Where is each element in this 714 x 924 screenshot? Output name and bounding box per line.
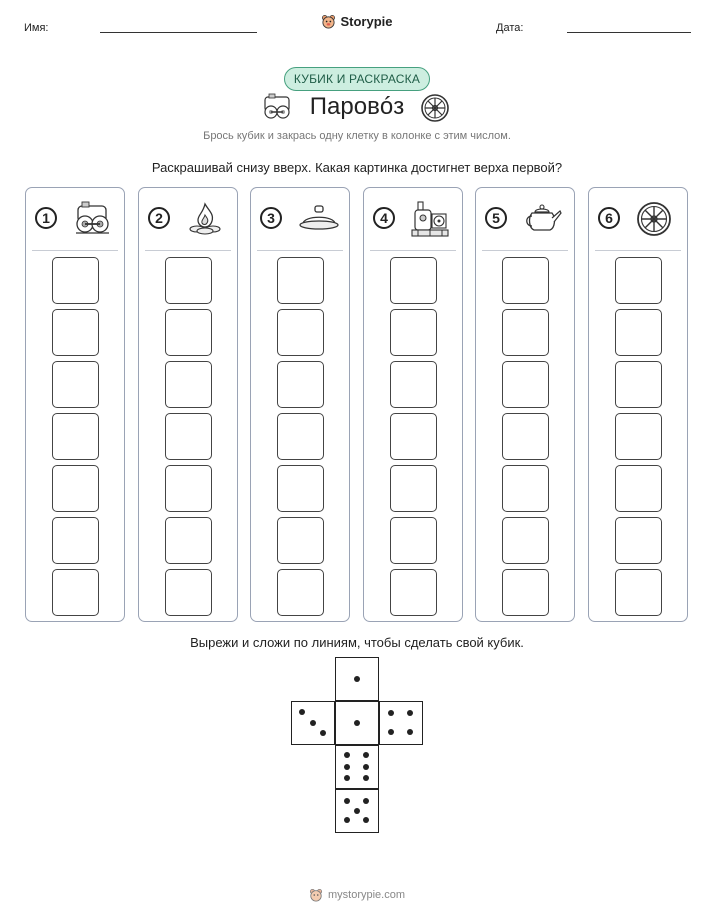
coloring-cell[interactable] bbox=[390, 257, 437, 304]
column-divider bbox=[145, 250, 231, 251]
coloring-cell[interactable] bbox=[502, 569, 549, 616]
coloring-cell[interactable] bbox=[615, 569, 662, 616]
storypie-mascot-icon bbox=[309, 888, 323, 902]
column-divider bbox=[32, 250, 118, 251]
footer-url[interactable]: mystorypie.com bbox=[327, 889, 406, 901]
column-header bbox=[364, 188, 462, 250]
column-5 bbox=[475, 187, 575, 622]
coloring-cell[interactable] bbox=[615, 309, 662, 356]
cut-instruction: Вырежи и сложи по линиям, чтобы сделать свой кубик. bbox=[190, 635, 524, 650]
die-pip bbox=[363, 798, 369, 804]
die-number-badge: 1 bbox=[35, 207, 57, 229]
wheel-icon bbox=[420, 93, 450, 123]
die-pip bbox=[388, 710, 394, 716]
die-face-4 bbox=[379, 701, 423, 745]
die-face-3 bbox=[291, 701, 335, 745]
die-pip bbox=[310, 720, 316, 726]
die-pip bbox=[344, 752, 350, 758]
die-pip bbox=[344, 764, 350, 770]
coloring-cell[interactable] bbox=[615, 517, 662, 564]
coloring-cell[interactable] bbox=[277, 465, 324, 512]
coloring-cell[interactable] bbox=[52, 569, 99, 616]
die-face-1 bbox=[335, 657, 379, 701]
coloring-cell[interactable] bbox=[390, 569, 437, 616]
die-pip bbox=[354, 676, 360, 682]
coloring-cell[interactable] bbox=[277, 569, 324, 616]
campfire-icon bbox=[185, 200, 225, 241]
column-header bbox=[139, 188, 237, 250]
coloring-cell[interactable] bbox=[502, 465, 549, 512]
brand-logo bbox=[0, 14, 714, 29]
die-number-badge: 5 bbox=[485, 207, 507, 229]
column-header bbox=[476, 188, 574, 250]
coloring-cell[interactable] bbox=[615, 413, 662, 460]
coloring-cell[interactable] bbox=[52, 413, 99, 460]
coloring-cell[interactable] bbox=[165, 361, 212, 408]
coloring-cell[interactable] bbox=[277, 257, 324, 304]
die-pip bbox=[363, 752, 369, 758]
coloring-cell[interactable] bbox=[277, 413, 324, 460]
steam-engine-icon bbox=[410, 200, 450, 245]
die-face-1 bbox=[335, 701, 379, 745]
die-pip bbox=[354, 720, 360, 726]
die-pip bbox=[407, 729, 413, 735]
column-divider bbox=[370, 250, 456, 251]
die-pip bbox=[344, 817, 350, 823]
coloring-cell[interactable] bbox=[52, 257, 99, 304]
activity-badge: КУБИК И РАСКРАСКА bbox=[284, 67, 430, 91]
instruction: Раскрашивай снизу вверх. Какая картинка достигнет верха первой? bbox=[151, 160, 563, 175]
die-pip bbox=[320, 730, 326, 736]
column-divider bbox=[257, 250, 343, 251]
coloring-cell[interactable] bbox=[502, 309, 549, 356]
date-label: Дата: bbox=[496, 22, 524, 34]
coloring-cell[interactable] bbox=[165, 517, 212, 564]
coloring-cell[interactable] bbox=[502, 413, 549, 460]
die-pip bbox=[388, 729, 394, 735]
die-pip bbox=[363, 764, 369, 770]
die-pip bbox=[407, 710, 413, 716]
coloring-cell[interactable] bbox=[502, 257, 549, 304]
column-3 bbox=[250, 187, 350, 622]
coloring-cell[interactable] bbox=[502, 361, 549, 408]
wheel-icon bbox=[635, 200, 673, 243]
die-pip bbox=[344, 798, 350, 804]
coloring-cell[interactable] bbox=[390, 413, 437, 460]
coloring-cell[interactable] bbox=[52, 517, 99, 564]
coloring-cell[interactable] bbox=[502, 517, 549, 564]
die-number-badge: 3 bbox=[260, 207, 282, 229]
column-2 bbox=[138, 187, 238, 622]
lid-icon bbox=[297, 200, 341, 241]
coloring-cell[interactable] bbox=[390, 465, 437, 512]
coloring-cell[interactable] bbox=[390, 309, 437, 356]
coloring-cell[interactable] bbox=[390, 517, 437, 564]
date-line bbox=[567, 32, 691, 33]
die-pip bbox=[363, 775, 369, 781]
coloring-cell[interactable] bbox=[277, 309, 324, 356]
die-pip bbox=[344, 775, 350, 781]
column-header bbox=[251, 188, 349, 250]
die-number-badge: 4 bbox=[373, 207, 395, 229]
coloring-cell[interactable] bbox=[52, 309, 99, 356]
subtitle: Брось кубик и закрась одну клетку в колонке с этим числом. bbox=[203, 130, 511, 142]
column-divider bbox=[482, 250, 568, 251]
die-pip bbox=[363, 817, 369, 823]
name-label: Имя: bbox=[24, 22, 49, 34]
column-4 bbox=[363, 187, 463, 622]
coloring-cell[interactable] bbox=[277, 361, 324, 408]
name-line bbox=[100, 32, 257, 33]
coloring-cell[interactable] bbox=[390, 361, 437, 408]
die-number-badge: 2 bbox=[148, 207, 170, 229]
coloring-cell[interactable] bbox=[165, 257, 212, 304]
coloring-cell[interactable] bbox=[165, 309, 212, 356]
column-1 bbox=[25, 187, 125, 622]
coloring-cell[interactable] bbox=[277, 517, 324, 564]
column-header bbox=[589, 188, 687, 250]
die-number-badge: 6 bbox=[598, 207, 620, 229]
coloring-cell[interactable] bbox=[165, 465, 212, 512]
page-title: Паровóз bbox=[309, 93, 405, 120]
die-pip bbox=[299, 709, 305, 715]
coloring-cell[interactable] bbox=[52, 465, 99, 512]
coloring-cell[interactable] bbox=[615, 465, 662, 512]
train-wheels-icon bbox=[72, 200, 112, 241]
column-divider bbox=[595, 250, 681, 251]
column-6 bbox=[588, 187, 688, 622]
footer bbox=[0, 888, 714, 902]
die-face-5 bbox=[335, 789, 379, 833]
teapot-icon bbox=[522, 200, 564, 241]
brand-name: Storypie bbox=[340, 14, 393, 29]
die-face-6 bbox=[335, 745, 379, 789]
storypie-mascot-icon bbox=[321, 14, 336, 29]
coloring-cell[interactable] bbox=[615, 361, 662, 408]
coloring-cell[interactable] bbox=[615, 257, 662, 304]
coloring-cell[interactable] bbox=[52, 361, 99, 408]
coloring-cell[interactable] bbox=[165, 413, 212, 460]
die-pip bbox=[354, 808, 360, 814]
column-header bbox=[26, 188, 124, 250]
coloring-cell[interactable] bbox=[165, 569, 212, 616]
